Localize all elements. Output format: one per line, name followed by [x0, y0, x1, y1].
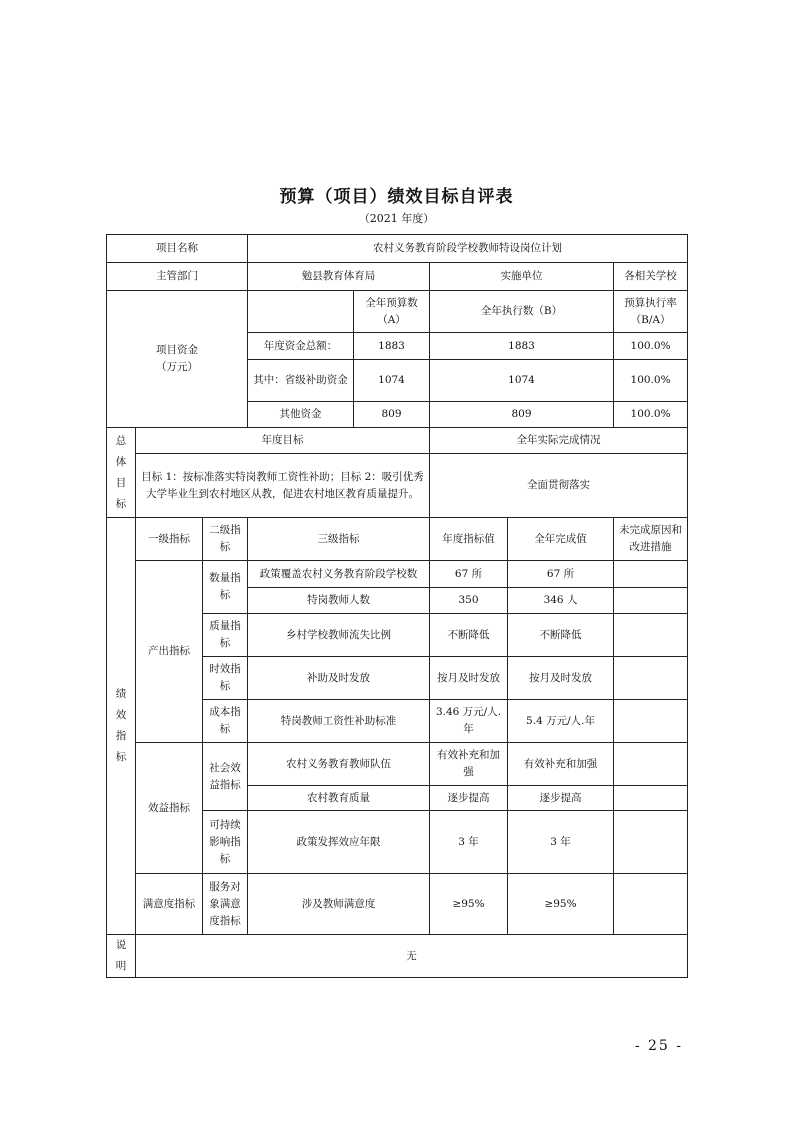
- indicator-name: 特岗教师人数: [248, 588, 430, 614]
- document-year: （2021 年度）: [358, 212, 435, 225]
- dept-value: 勉县教育体育局: [248, 263, 430, 291]
- indicator-target: 3 年: [430, 811, 508, 874]
- indicator-actual: 按月及时发放: [508, 657, 614, 700]
- indicators-side-label: 绩效指标: [115, 688, 127, 763]
- indicator-name: 政策覆盖农村义务教育阶段学校数: [248, 561, 430, 588]
- indicator-target: 67 所: [430, 561, 508, 588]
- funds-row-exec: 1074: [430, 360, 614, 402]
- indicator-actual: 5.4 万元/人.年: [508, 700, 614, 743]
- funds-header-row: [107, 291, 688, 333]
- funds-row-budget: 1883: [354, 333, 430, 360]
- annual-goal-label: 年度目标: [136, 428, 430, 454]
- funds-row-budget: 1074: [354, 360, 430, 402]
- cost-indicator-label: 成本指标: [203, 700, 248, 743]
- indicator-reason: [614, 743, 688, 786]
- document-title: 预算（项目）绩效目标自评表: [279, 187, 514, 207]
- indicator-name: 农村义务教育教师队伍: [248, 743, 430, 786]
- indicator-reason: [614, 874, 688, 935]
- indicator-target: 不断降低: [430, 614, 508, 657]
- page-number: - 25 -: [634, 1038, 683, 1054]
- funds-label: 项目资金: [156, 344, 198, 356]
- funds-row-rate: 100.0%: [614, 402, 688, 428]
- funds-row-rate: 100.0%: [614, 360, 688, 402]
- benefit-indicator-label: 效益指标: [136, 743, 203, 874]
- indicator-row: [107, 874, 688, 935]
- indicator-actual: 3 年: [508, 811, 614, 874]
- goals-side-label: 总体目标: [115, 434, 127, 510]
- actual-completion-text: 全面贯彻落实: [430, 454, 688, 518]
- indicator-actual: 不断降低: [508, 614, 614, 657]
- indicator-actual: 逐步提高: [508, 786, 614, 811]
- indicator-reason: [614, 588, 688, 614]
- indicators-side-label-cell: [107, 518, 136, 935]
- notes-text: 无: [136, 935, 688, 978]
- funds-row-label: 其他资金: [248, 402, 354, 428]
- goals-header-row: [107, 428, 688, 454]
- header-target: 年度指标值: [430, 518, 508, 561]
- indicator-target: ≥95%: [430, 874, 508, 935]
- actual-completion-label: 全年实际完成情况: [430, 428, 688, 454]
- notes-label: 说明: [115, 939, 127, 972]
- indicator-header-row: [107, 518, 688, 561]
- indicator-target: 350: [430, 588, 508, 614]
- output-indicator-label: 产出指标: [136, 561, 203, 743]
- funds-row-exec: 809: [430, 402, 614, 428]
- timeliness-indicator-label: 时效指标: [203, 657, 248, 700]
- social-indicator-label: 社会效益指标: [203, 743, 248, 811]
- indicator-row: [107, 561, 688, 588]
- indicator-name: 农村教育质量: [248, 786, 430, 811]
- project-name-label: 项目名称: [107, 235, 248, 263]
- indicator-actual: 有效补充和加强: [508, 743, 614, 786]
- indicator-target: 3.46 万元/人.年: [430, 700, 508, 743]
- indicator-row: [107, 743, 688, 786]
- funds-label-cell: [107, 291, 248, 428]
- indicator-reason: [614, 811, 688, 874]
- indicator-name: 补助及时发放: [248, 657, 430, 700]
- header-level3: 三级指标: [248, 518, 430, 561]
- indicator-target: 有效补充和加强: [430, 743, 508, 786]
- col-rate: 预算执行率（B/A）: [614, 291, 688, 333]
- indicator-reason: [614, 614, 688, 657]
- indicator-reason: [614, 561, 688, 588]
- project-name-row: [107, 235, 688, 263]
- funds-unit: （万元）: [156, 361, 198, 373]
- indicator-name: 特岗教师工资性补助标准: [248, 700, 430, 743]
- notes-row: [107, 935, 688, 978]
- indicator-reason: [614, 786, 688, 811]
- quantity-indicator-label: 数量指标: [203, 561, 248, 614]
- evaluation-table: [106, 234, 688, 978]
- quality-indicator-label: 质量指标: [203, 614, 248, 657]
- funds-row-label: 其中：省级补助资金: [248, 360, 354, 402]
- col-budget: 全年预算数（A）: [354, 291, 430, 333]
- notes-label-cell: [107, 935, 136, 978]
- col-exec: 全年执行数（B）: [430, 291, 614, 333]
- unit-label: 实施单位: [430, 263, 614, 291]
- indicator-name: 乡村学校教师流失比例: [248, 614, 430, 657]
- funds-row-label: 年度资金总额：: [248, 333, 354, 360]
- header-level2: 二级指标: [203, 518, 248, 561]
- funds-header-blank: [248, 291, 354, 333]
- indicator-actual: ≥95%: [508, 874, 614, 935]
- header-actual: 全年完成值: [508, 518, 614, 561]
- service-satisfaction-label: 服务对象满意度指标: [203, 874, 248, 935]
- annual-goal-text: 目标 1：按标准落实特岗教师工资性补助；目标 2：吸引优秀大学毕业生到农村地区从教，促进农村地区教育质量提升。: [136, 454, 430, 518]
- indicator-target: 逐步提高: [430, 786, 508, 811]
- indicator-actual: 67 所: [508, 561, 614, 588]
- satisfaction-indicator-label: 满意度指标: [136, 874, 203, 935]
- unit-value: 各相关学校: [614, 263, 688, 291]
- goals-content-row: [107, 454, 688, 518]
- indicator-name: 政策发挥效应年限: [248, 811, 430, 874]
- indicator-reason: [614, 657, 688, 700]
- indicator-reason: [614, 700, 688, 743]
- funds-row-rate: 100.0%: [614, 333, 688, 360]
- header-level1: 一级指标: [136, 518, 203, 561]
- department-row: [107, 263, 688, 291]
- funds-row-exec: 1883: [430, 333, 614, 360]
- dept-label: 主管部门: [107, 263, 248, 291]
- indicator-target: 按月及时发放: [430, 657, 508, 700]
- indicator-actual: 346 人: [508, 588, 614, 614]
- project-name-value: 农村义务教育阶段学校教师特设岗位计划: [248, 235, 688, 263]
- goals-side-label-cell: [107, 428, 136, 518]
- sustainability-indicator-label: 可持续影响指标: [203, 811, 248, 874]
- indicator-name: 涉及教师满意度: [248, 874, 430, 935]
- funds-row-budget: 809: [354, 402, 430, 428]
- header-reason: 未完成原因和改进措施: [614, 518, 688, 561]
